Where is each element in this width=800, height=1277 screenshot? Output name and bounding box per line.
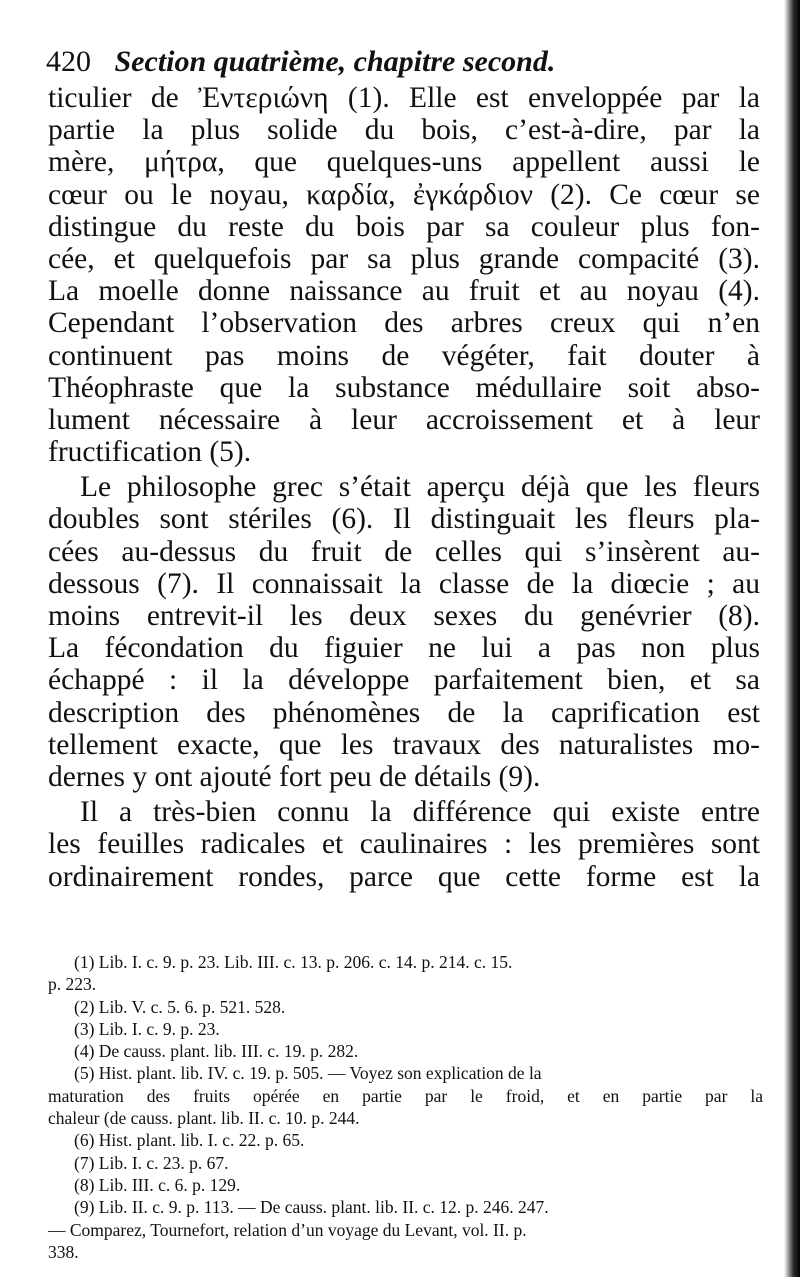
body-line: tellement exacte, que les travaux des naturalistes mo-	[48, 728, 760, 761]
footnote-line: chaleur (de causs. plant. lib. II. c. 10. p. 244.	[48, 1108, 360, 1129]
body-line: Cependant l’observation des arbres creux qui n’en	[48, 307, 760, 340]
body-line: Il a très-bien connu la différence qui existe entre	[80, 796, 760, 829]
body-text	[48, 82, 760, 893]
body-line: dessous (7). Il connaissait la classe de la diœcie ; au	[48, 567, 760, 600]
footnote-line: (3) Lib. I. c. 9. p. 23.	[74, 1018, 220, 1039]
footnote-line: (4) De causs. plant. lib. III. c. 19. p. 282.	[74, 1041, 359, 1062]
body-line: La moelle donne naissance au fruit et au noyau (4).	[48, 275, 760, 308]
body-line: continuent pas moins de végéter, fait douter à	[48, 339, 760, 372]
page-gutter-shadow	[784, 0, 800, 1277]
body-line: doubles sont stériles (6). Il distinguait les fleurs pla-	[48, 503, 760, 536]
body-line: La fécondation du figuier ne lui a pas non plus	[48, 632, 760, 665]
footnote-line: (9) Lib. II. c. 9. p. 113. — De causs. plant. lib. II. c. 12. p. 246. 247.	[74, 1197, 549, 1218]
footnote-line: (7) Lib. I. c. 23. p. 67.	[74, 1152, 229, 1173]
footnote-line: (2) Lib. V. c. 5. 6. p. 521. 528.	[74, 996, 286, 1017]
body-line: fructification (5).	[48, 436, 252, 469]
body-line: partie la plus solide du bois, c’est-à-dire, par la	[48, 114, 760, 147]
body-line: cœur ou le noyau, καρδία, ἐγκάρδιον (2). Ce cœur se	[48, 178, 760, 211]
body-line: mère, μήτρα, que quelques-uns appellent aussi le	[48, 146, 760, 179]
footnote-line: (5) Hist. plant. lib. IV. c. 19. p. 505. — Voyez son explication de la	[74, 1063, 542, 1084]
body-line: Le philosophe grec s’était aperçu déjà que les fleurs	[80, 471, 760, 504]
body-line: les feuilles radicales et caulinaires : les premières sont	[48, 828, 760, 861]
body-line: Théophraste que la substance médullaire soit abso-	[48, 371, 760, 404]
footnote-line: maturation des fruits opérée en partie par le froid, et en partie par la	[48, 1085, 763, 1106]
body-line: échappé : il la développe parfaitement bien, et sa	[48, 664, 760, 697]
body-line: distingue du reste du bois par sa couleur plus fon-	[48, 210, 760, 243]
running-header	[46, 40, 746, 84]
body-line: cées au-dessus du fruit de celles qui s’insèrent au-	[48, 535, 760, 568]
footnote-line: (6) Hist. plant. lib. I. c. 22. p. 65.	[74, 1130, 305, 1151]
body-line: lument nécessaire à leur accroissement et à leur	[48, 403, 760, 436]
body-line: description des phénomènes de la caprification est	[48, 696, 760, 729]
footnote-line: — Comparez, Tournefort, relation d’un voyage du Levant, vol. II. p.	[48, 1219, 527, 1240]
footnote-line: 338.	[48, 1241, 79, 1262]
body-line: cée, et quelquefois par sa plus grande compacité (3).	[48, 242, 760, 275]
body-line: moins entrevit-il les deux sexes du genévrier (8).	[48, 600, 760, 632]
page-number: 420	[46, 45, 91, 78]
footnote-line: (1) Lib. I. c. 9. p. 23. Lib. III. c. 13. p. 206. c. 14. p. 214. c. 15.	[74, 952, 513, 972]
footnote-line: (8) Lib. III. c. 6. p. 129.	[74, 1174, 241, 1195]
running-title: Section quatrième, chapitre second.	[114, 45, 556, 78]
footnote-line: p. 223.	[48, 974, 97, 995]
body-line: dernes y ont ajouté fort peu de détails (9).	[48, 760, 541, 793]
body-line: ticulier de Ἐντεριώνη (1). Elle est enveloppée par la	[48, 82, 760, 114]
body-line: ordinairement rondes, parce que cette forme est la	[48, 860, 760, 893]
footnotes	[48, 951, 763, 1263]
